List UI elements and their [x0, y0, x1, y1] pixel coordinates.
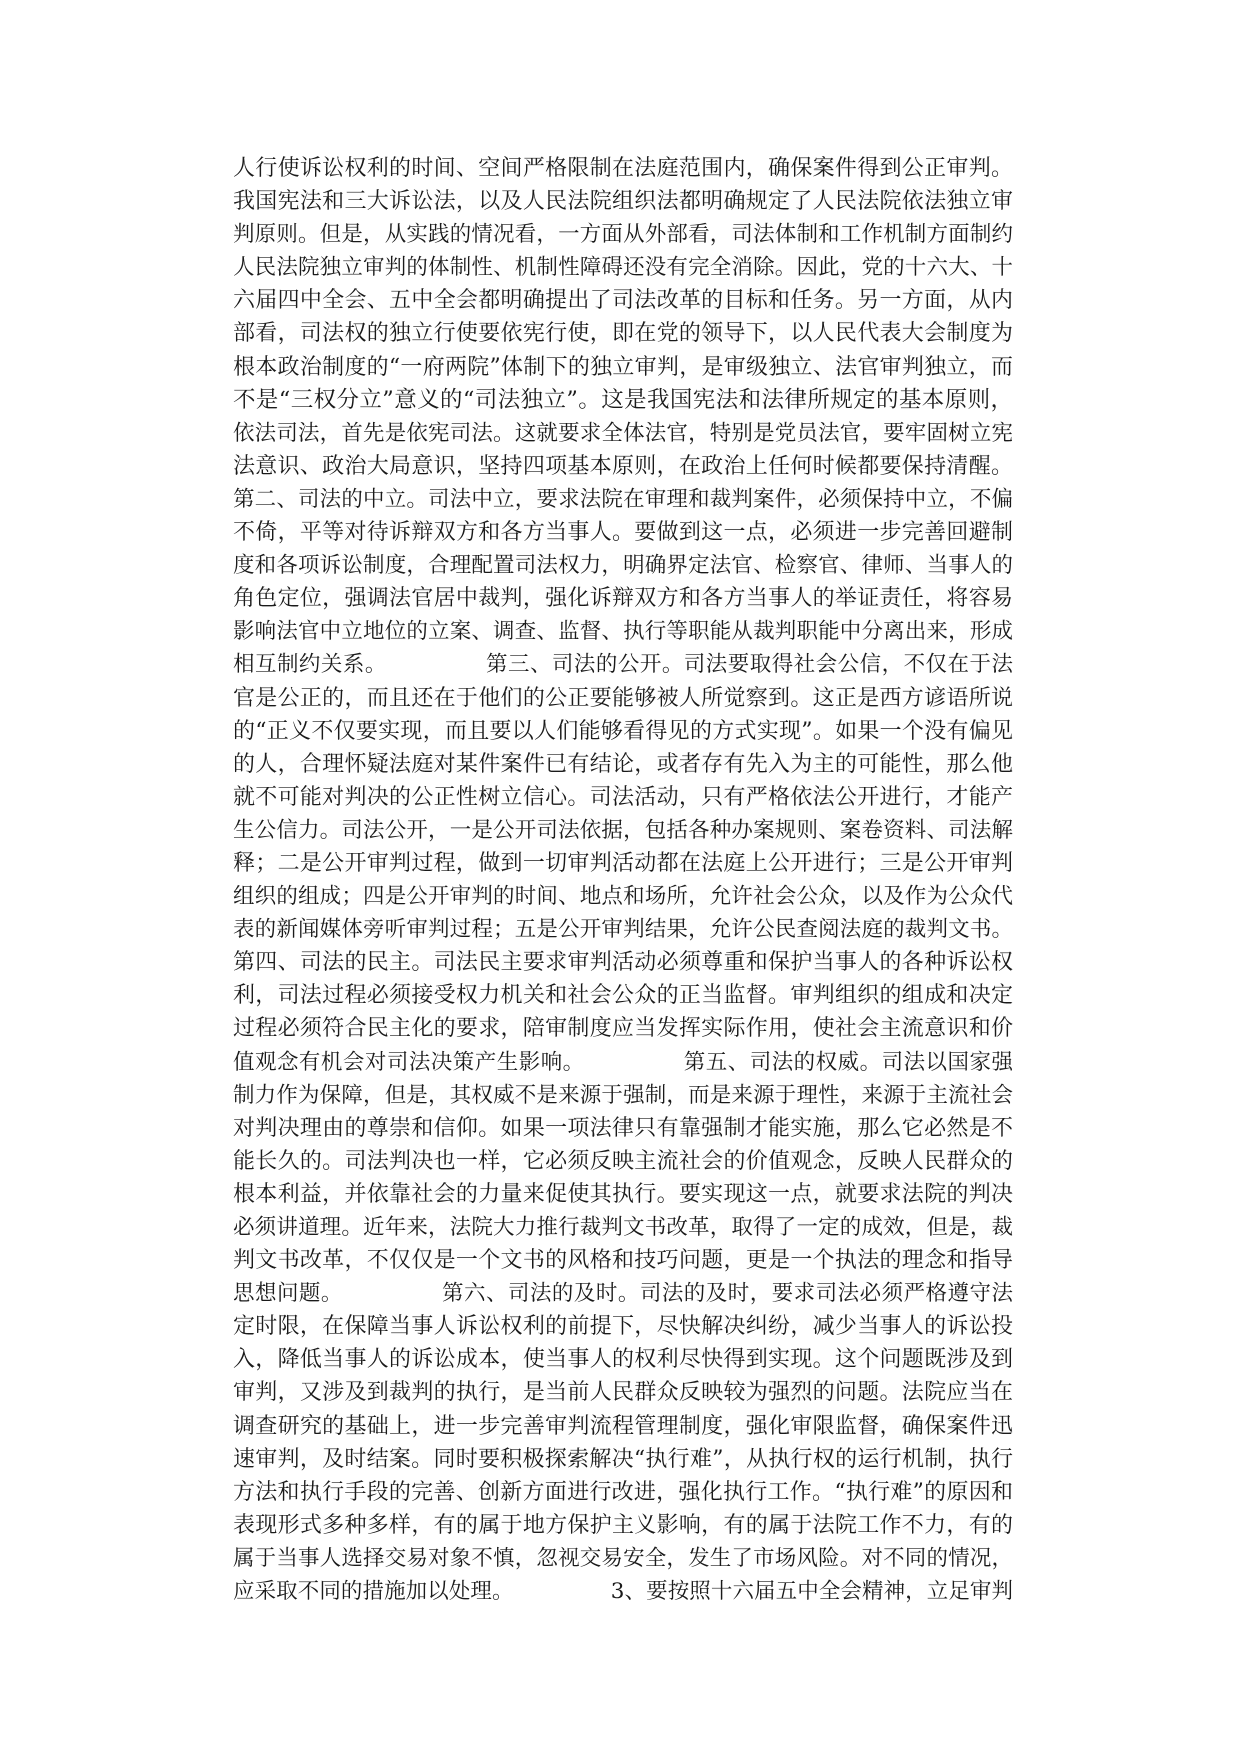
text-line: 值观念有机会对司法决策产生影响。 第五、司法的权威。司法以国家强 [233, 1049, 1013, 1075]
text-line: 的人，合理怀疑法庭对某件案件已有结论，或者存有先入为主的可能性，那么他 [233, 751, 1013, 777]
text-line: 审判，又涉及到裁判的执行，是当前人民群众反映较为强烈的问题。法院应当在 [233, 1380, 1013, 1406]
text-line: 不倚，平等对待诉辩双方和各方当事人。要做到这一点，必须进一步完善回避制 [233, 520, 1013, 546]
text-line: 必须讲道理。近年来，法院大力推行裁判文书改革，取得了一定的成效，但是，裁 [233, 1215, 1013, 1240]
text-line: 第四、司法的民主。司法民主要求审判活动必须尊重和保护当事人的各种诉讼权 [233, 950, 1013, 976]
text-line: 部看，司法权的独立行使要依宪行使，即在党的领导下，以人民代表大会制度为 [233, 321, 1013, 347]
text-line: 制力作为保障，但是，其权威不是来源于强制，而是来源于理性，来源于主流社会 [233, 1082, 1013, 1108]
text-line: 应采取不同的措施加以处理。 3、要按照十六届五中全会精神，立足审判 [233, 1579, 1013, 1605]
text-line: 速审判，及时结案。同时要积极探索解决“执行难”，从执行权的运行机制，执行 [233, 1446, 1013, 1472]
text-line: 表的新闻媒体旁听审判过程；五是公开审判结果，允许公民查阅法庭的裁判文书。 [233, 917, 1013, 943]
text-line: 思想问题。 第六、司法的及时。司法的及时，要求司法必须严格遵守法 [233, 1281, 1013, 1307]
text-line: 官是公正的，而且还在于他们的公正要能够被人所觉察到。这正是西方谚语所说 [233, 685, 1013, 711]
text-line: 过程必须符合民主化的要求，陪审制度应当发挥实际作用，使社会主流意识和价 [233, 1016, 1013, 1042]
text-line: 能长久的。司法判决也一样，它必须反映主流社会的价值观念，反映人民群众的 [233, 1148, 1013, 1174]
text-line: 度和各项诉讼制度，合理配置司法权力，明确界定法官、检察官、律师、当事人的 [233, 553, 1013, 579]
text-line: 入，降低当事人的诉讼成本，使当事人的权利尽快得到实现。这个问题既涉及到 [233, 1347, 1013, 1373]
text-line: 方法和执行手段的完善、创新方面进行改进，强化执行工作。“执行难”的原因和 [233, 1479, 1013, 1505]
text-line: 人行使诉讼权利的时间、空间严格限制在法庭范围内，确保案件得到公正审判。 [233, 156, 1013, 181]
text-line: 六届四中全会、五中全会都明确提出了司法改革的目标和任务。另一方面，从内 [233, 288, 1013, 314]
text-line: 定时限，在保障当事人诉讼权利的前提下，尽快解决纠纷，减少当事人的诉讼投 [233, 1314, 1013, 1340]
body-text [233, 152, 1013, 1608]
text-line: 生公信力。司法公开，一是公开司法依据，包括各种办案规则、案卷资料、司法解 [233, 817, 1013, 843]
text-line: 判原则。但是，从实践的情况看，一方面从外部看，司法体制和工作机制方面制约 [233, 222, 1013, 248]
text-line: 我国宪法和三大诉讼法，以及人民法院组织法都明确规定了人民法院依法独立审 [233, 189, 1013, 215]
text-line: 属于当事人选择交易对象不慎，忽视交易安全，发生了市场风险。对不同的情况， [233, 1545, 1013, 1571]
text-line: 根本政治制度的“一府两院”体制下的独立审判，是审级独立、法官审判独立，而 [233, 354, 1013, 380]
text-line: 人民法院独立审判的体制性、机制性障碍还没有完全消除。因此，党的十六大、十 [233, 255, 1013, 281]
text-line: 法意识、政治大局意识，坚持四项基本原则，在政治上任何时候都要保持清醒。 [233, 453, 1013, 479]
text-line: 调查研究的基础上，进一步完善审判流程管理制度，强化审限监督，确保案件迅 [233, 1413, 1013, 1439]
text-line: 组织的组成；四是公开审判的时间、地点和场所，允许社会公众，以及作为公众代 [233, 884, 1013, 910]
text-line: 影响法官中立地位的立案、调查、监督、执行等职能从裁判职能中分离出来，形成 [233, 619, 1013, 645]
text-line: 表现形式多种多样，有的属于地方保护主义影响，有的属于法院工作不力，有的 [233, 1512, 1013, 1538]
text-line: 就不可能对判决的公正性树立信心。司法活动，只有严格依法公开进行，才能产 [233, 784, 1013, 810]
text-line: 利，司法过程必须接受权力机关和社会公众的正当监督。审判组织的组成和决定 [233, 983, 1013, 1009]
text-line: 角色定位，强调法官居中裁判，强化诉辩双方和各方当事人的举证责任，将容易 [233, 586, 1013, 612]
text-line: 释；二是公开审判过程，做到一切审判活动都在法庭上公开进行；三是公开审判 [233, 850, 1013, 876]
text-line: 依法司法，首先是依宪司法。这就要求全体法官，特别是党员法官，要牢固树立宪 [233, 420, 1013, 446]
text-line: 对判决理由的尊崇和信仰。如果一项法律只有靠强制才能实施，那么它必然是不 [233, 1115, 1013, 1141]
text-line: 判文书改革，不仅仅是一个文书的风格和技巧问题，更是一个执法的理念和指导 [233, 1248, 1013, 1274]
text-line: 根本利益，并依靠社会的力量来促使其执行。要实现这一点，就要求法院的判决 [233, 1181, 1013, 1207]
text-line: 的“正义不仅要实现，而且要以人们能够看得见的方式实现”。如果一个没有偏见 [233, 718, 1013, 744]
text-line: 不是“三权分立”意义的“司法独立”。这是我国宪法和法律所规定的基本原则， [233, 386, 1013, 413]
text-line: 第二、司法的中立。司法中立，要求法院在审理和裁判案件，必须保持中立，不偏 [233, 486, 1013, 512]
text-line: 相互制约关系。 第三、司法的公开。司法要取得社会公信，不仅在于法 [233, 652, 1013, 678]
